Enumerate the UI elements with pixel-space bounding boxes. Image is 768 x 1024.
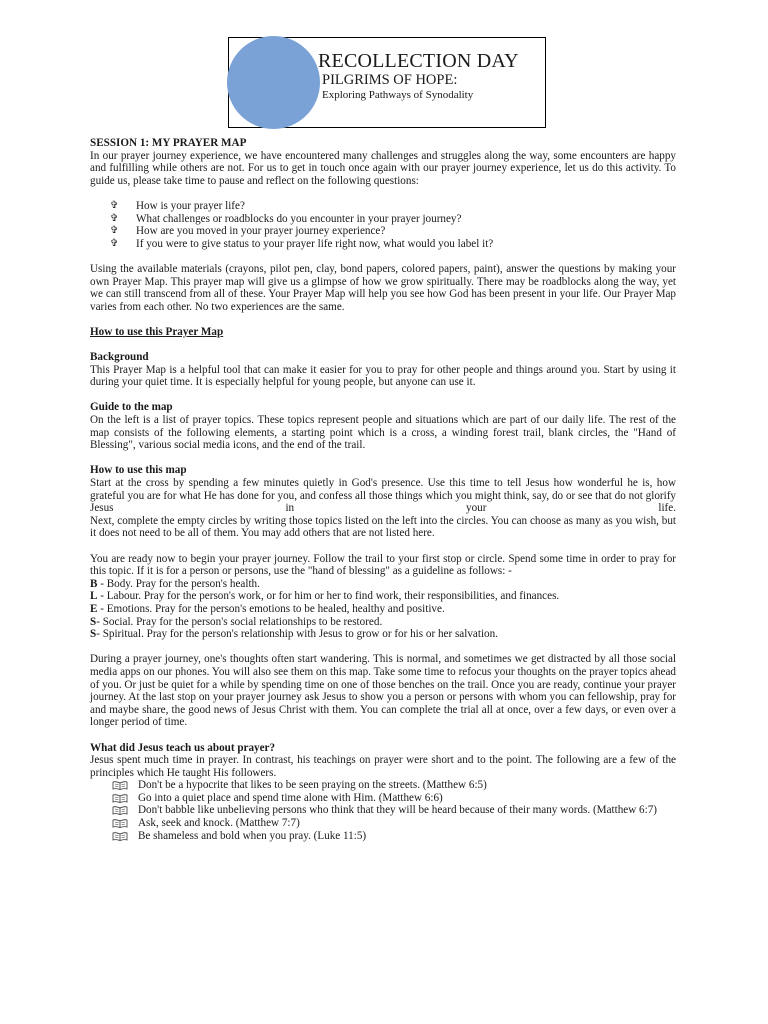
journey-intro: You are ready now to begin your prayer journey. Follow the trail to your first stop or circle. Spend some time in order to pray for this topic. If it is for a person or persons, use the "hand of blessing" as a guideline as follows: - bbox=[90, 552, 676, 578]
principle-text: Don't be a hypocrite that likes to be seen praying on the streets. (Matthew 6:5) bbox=[138, 779, 487, 792]
principle-item bbox=[112, 779, 676, 792]
question-text: If you were to give status to your prayer life right now, what would you label it? bbox=[136, 237, 494, 250]
principle-text: Be shameless and bold when you pray. (Luke 11:5) bbox=[138, 829, 367, 842]
during-paragraph: During a prayer journey, one's thoughts often start wandering. This is normal, and sometimes we get distracted by all those social media apps on our phones. You will also see them on this map. Take some time to refocus your thoughts on the prayer topics ahead of you. Or just be quiet for a while by spending time on one of those benches on the trail. Once you are ready, continue your prayer journey. At the last stop on your prayer journey ask Jesus to show you a person or persons with whom you can fellowship, pray for and maybe share, the good news of Jesus Christ with them. You can complete the trial all at once, over a few days, or even over a longer period of time. bbox=[90, 653, 676, 729]
blessing-letter: E bbox=[90, 602, 98, 615]
principle-item bbox=[112, 792, 676, 805]
blessing-letter: B bbox=[90, 577, 98, 590]
principle-text: Don't babble like unbelieving persons who think that they will be heard because of their many words. (Matthew 6:7) bbox=[138, 804, 657, 817]
session-intro: In our prayer journey experience, we have encountered many challenges and struggles along the way, some encounters are happy and fulfilling while others are not. For us to get in touch once again with our prayer journey experience, let us do this activity. To guide us, please take time to pause and reflect on the following questions: bbox=[90, 149, 676, 187]
background-heading: Background bbox=[90, 351, 149, 364]
open-book-icon bbox=[112, 781, 128, 790]
blessing-text: - Labour. Pray for the person's work, or for him or her to find work, their responsibilities, and finances. bbox=[97, 590, 560, 603]
question-text: How are you moved in your prayer journey experience? bbox=[136, 225, 386, 238]
question-item bbox=[110, 225, 676, 238]
jesus-heading: What did Jesus teach us about prayer? bbox=[90, 741, 276, 754]
blessing-item bbox=[90, 603, 676, 616]
guide-heading: Guide to the map bbox=[90, 401, 173, 414]
blessing-item bbox=[90, 628, 676, 641]
document-body bbox=[90, 137, 676, 842]
blessing-item bbox=[90, 616, 676, 629]
blessing-text: - Spiritual. Pray for the person's relationship with Jesus to grow or for his or her salvation. bbox=[96, 628, 498, 641]
principle-item bbox=[112, 830, 676, 843]
blessing-item bbox=[90, 578, 676, 591]
how-map-heading: How to use this map bbox=[90, 464, 187, 477]
blessing-text: - Emotions. Pray for the person's emotions to be healed, healthy and positive. bbox=[97, 602, 445, 615]
document-tagline: Exploring Pathways of Synodality bbox=[322, 89, 474, 101]
open-book-icon bbox=[112, 806, 128, 815]
question-list bbox=[90, 200, 676, 250]
blessing-text: - Body. Pray for the person's health. bbox=[97, 577, 260, 590]
blessing-item bbox=[90, 590, 676, 603]
cross-bullet-icon: ✞ bbox=[110, 225, 119, 237]
guide-text: On the left is a list of prayer topics. These topics represent people and situations which are part of our daily life. The rest of the map consists of the following elements, a starting point which is a cross, a winding forest trail, blank circles, the "Hand of Blessing", various social media icons, and the end of the trail. bbox=[90, 414, 676, 452]
document-title: RECOLLECTION DAY bbox=[318, 50, 519, 72]
question-item bbox=[110, 200, 676, 213]
principle-item bbox=[112, 804, 676, 817]
cross-bullet-icon: ✞ bbox=[110, 212, 119, 224]
document-subtitle: PILGRIMS OF HOPE: bbox=[322, 72, 458, 88]
how-map-text-2: Next, complete the empty circles by writing those topics listed on the left into the circles. You can choose as many as you wish, but it does not need to be all of them. You may add others that are not listed here. bbox=[90, 514, 676, 540]
cross-bullet-icon: ✞ bbox=[110, 199, 119, 211]
how-map-text-1: Start at the cross by spending a few minutes quietly in God's presence. Use this time to tell Jesus how wonderful he is, how grateful you are for what He has done for you, and confess all those things which you might think, say, do or see that do not glorify Jesus in your life. bbox=[90, 477, 676, 515]
question-item bbox=[110, 213, 676, 226]
open-book-icon bbox=[112, 819, 128, 828]
open-book-icon bbox=[112, 832, 128, 841]
background-text: This Prayer Map is a helpful tool that can make it easier for you to pray for other people and things around you. Start by using it during your quiet time. It is especially helpful for young people, but anyone can use it. bbox=[90, 363, 676, 389]
session-title: SESSION 1: MY PRAYER MAP bbox=[90, 137, 247, 149]
blessing-list bbox=[90, 578, 676, 641]
question-text: How is your prayer life? bbox=[136, 199, 245, 212]
principle-item bbox=[112, 817, 676, 830]
blessing-text: - Social. Pray for the person's social relationships to be restored. bbox=[96, 615, 383, 628]
cross-bullet-icon: ✞ bbox=[110, 237, 119, 249]
principle-text: Ask, seek and knock. (Matthew 7:7) bbox=[138, 817, 300, 830]
logo-circle bbox=[227, 36, 320, 129]
blessing-letter: L bbox=[90, 590, 98, 603]
blessing-letter: S bbox=[90, 615, 97, 628]
jesus-text: Jesus spent much time in prayer. In contrast, his teachings on prayer were short and to the point. The following are a few of the principles which He taught His followers. bbox=[90, 754, 676, 779]
materials-paragraph: Using the available materials (crayons, pilot pen, clay, bond papers, colored papers, paint), answer the questions by making your own Prayer Map. This prayer map will give us a glimpse of how we grow spiritually. There may be roadblocks along the way, yet we can still transcend from all of these. Your Prayer Map will help you see how God has been present in your life. Our Prayer Map varies from each other. No two experiences are the same. bbox=[90, 262, 676, 313]
question-text: What challenges or roadblocks do you encounter in your prayer journey? bbox=[136, 212, 462, 225]
how-to-use-heading: How to use this Prayer Map bbox=[90, 325, 224, 338]
principle-list bbox=[90, 779, 676, 842]
open-book-icon bbox=[112, 794, 128, 803]
question-item bbox=[110, 238, 676, 251]
principle-text: Go into a quiet place and spend time alone with Him. (Matthew 6:6) bbox=[138, 791, 443, 804]
blessing-letter: S bbox=[90, 628, 97, 641]
